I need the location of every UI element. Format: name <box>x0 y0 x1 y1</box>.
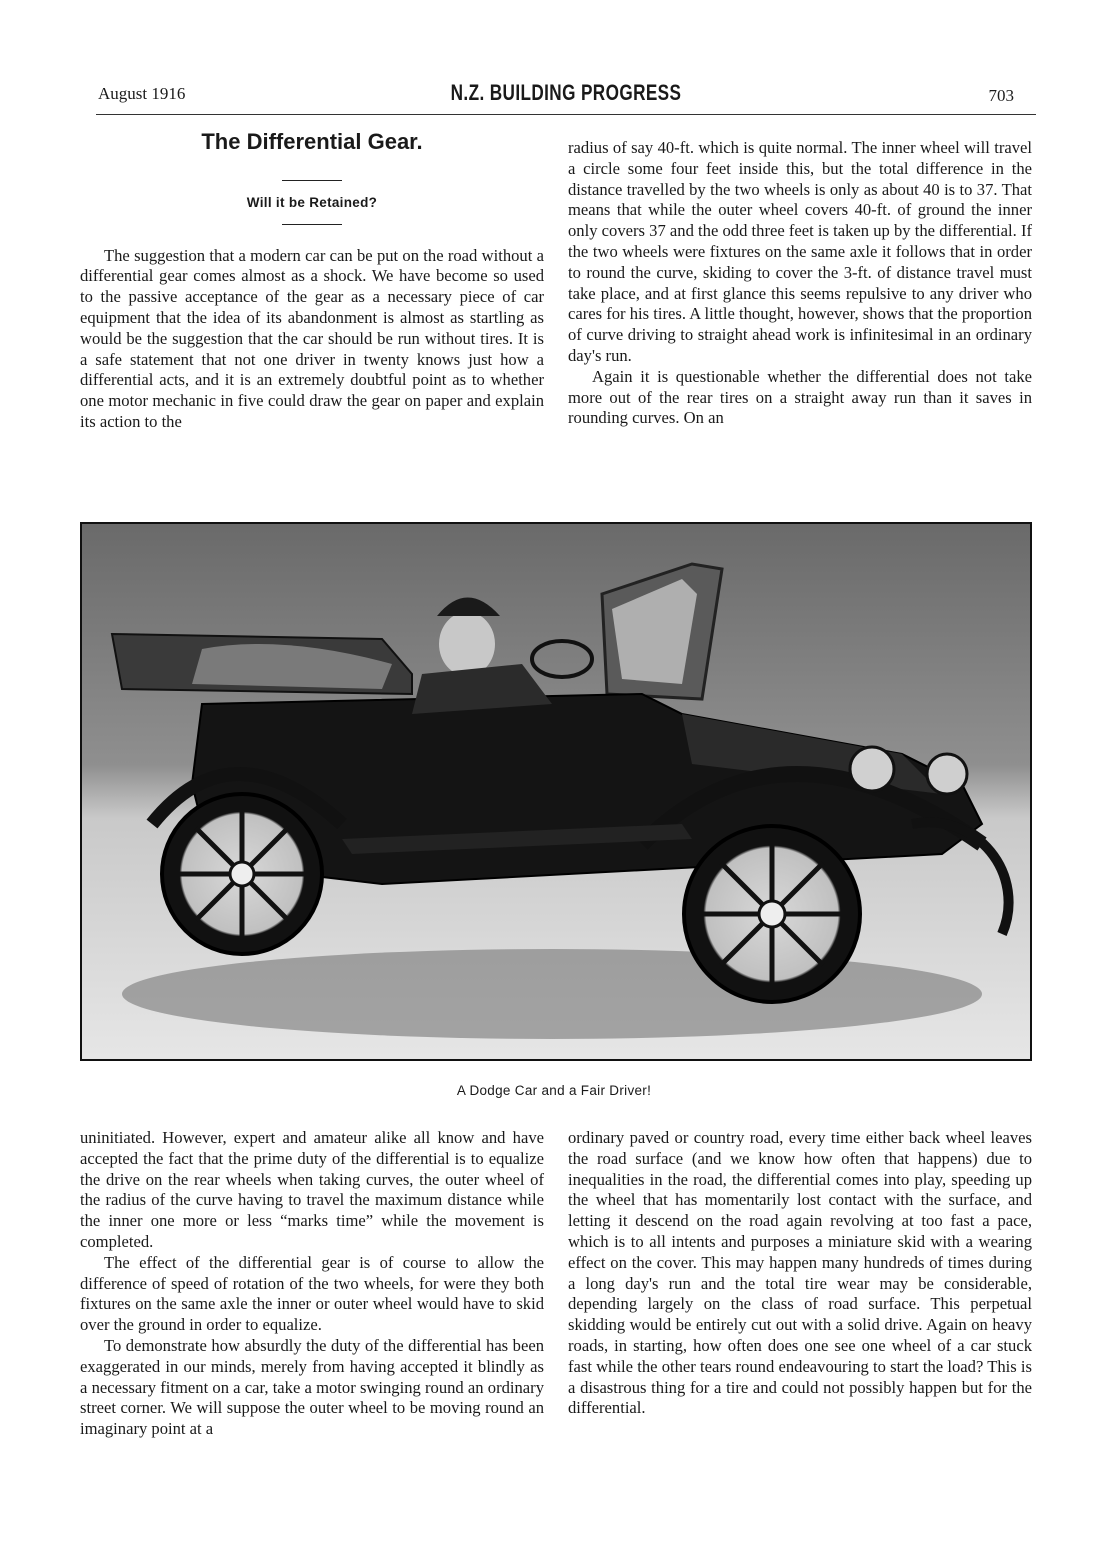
publication-title: N.Z. BUILDING PROGRESS <box>450 80 682 105</box>
issue-date: August 1916 <box>98 84 186 103</box>
paragraph: The effect of the differential gear is of course to allow the difference of speed of rotation of the two wheels, for were they both fixtures on the same axle the inner or outer wheel would have to skid over the ground in order to equalize. <box>80 1252 544 1335</box>
subtitle-rule <box>282 224 342 225</box>
photo-caption: A Dodge Car and a Fair Driver! <box>456 1083 652 1098</box>
running-header <box>96 80 1036 115</box>
upper-right-column <box>568 138 1032 429</box>
lower-right-column <box>568 1128 1032 1419</box>
lower-left-column <box>80 1128 544 1440</box>
article-subtitle: Will it be Retained? <box>246 194 378 210</box>
upper-left-column <box>80 129 544 433</box>
car-photograph <box>80 522 1032 1061</box>
car-illustration <box>82 524 1030 1059</box>
paragraph: uninitiated. However, expert and amateur alike all know and have accepted the fact that the prime duty of the differential is to equalize the drive on the rear wheels when taking curves, the outer wheel of the radius of the curve having to travel the maximum distance while the inner one more or less “marks time” while the movement is completed. <box>80 1128 544 1251</box>
title-rule <box>282 180 342 181</box>
paragraph: ordinary paved or country road, every time either back wheel leaves the road surface (and we know how often that happens) due to inequalities in the road, the differential comes into play, speeding up the wheel that has momentarily lost contact with the surface, and letting it descend on the road again revolving at too fast a pace, which is to all intents and purposes a miniature skid with a wearing effect on the cover. This may happen many hundreds of times during a long day's run and the total tire wear may be considerable, depending largely on the class of road surface. This perpetual skidding would be entirely cut out with a solid drive. Again on heavy roads, in starting, how often does one see one wheel of a car stuck fast while the other tears round endeavouring to start the load? This is a disastrous thing for a tire and could not possibly happen but for the differential. <box>568 1128 1032 1418</box>
page-number: 703 <box>988 86 1014 105</box>
paragraph: radius of say 40-ft. which is quite normal. The inner wheel will travel a circle some four feet inside this, but the total difference in the distance travelled by the two wheels is only as about 40 is to 37. That means that while the outer wheel covers 40-ft. of ground the inner only covers 37 and the odd three feet is taken up by the differential. If the two wheels were fixtures on the same axle it follows that in order to round the curve, skiding to cover the 3-ft. of distance travel must take place, and at first glance this seems repulsive to any driver who cares for his tires. A little thought, however, shows that the proportion of curve driving to straight ahead work is infinitesimal in an ordinary day's run. <box>568 138 1032 365</box>
paragraph: To demonstrate how absurdly the duty of the differential has been exaggerated in our minds, merely from having accepted it blindly as a necessary fitment on a car, take a motor swinging round an ordinary street corner. We will suppose the outer wheel to be moving round an imaginary point at a <box>80 1335 544 1439</box>
paragraph: The suggestion that a modern car can be put on the road without a differential gear comes almost as a shock. We have become so used to the passive acceptance of the gear as a necessary piece of car equipment that the idea of its abandonment is almost as startling as would be the suggestion that the car should be run without tires. It is a safe statement that not one driver in twenty knows just how a differential acts, and it is an extremely doubtful point as to whether one motor mechanic in five could draw the gear on paper and explain its action to the <box>80 245 544 431</box>
article-title: The Differential Gear. <box>201 129 423 154</box>
paragraph: Again it is questionable whether the differential does not take more out of the rear tires on a straight away run than it saves in rounding curves. On an <box>568 366 1032 428</box>
